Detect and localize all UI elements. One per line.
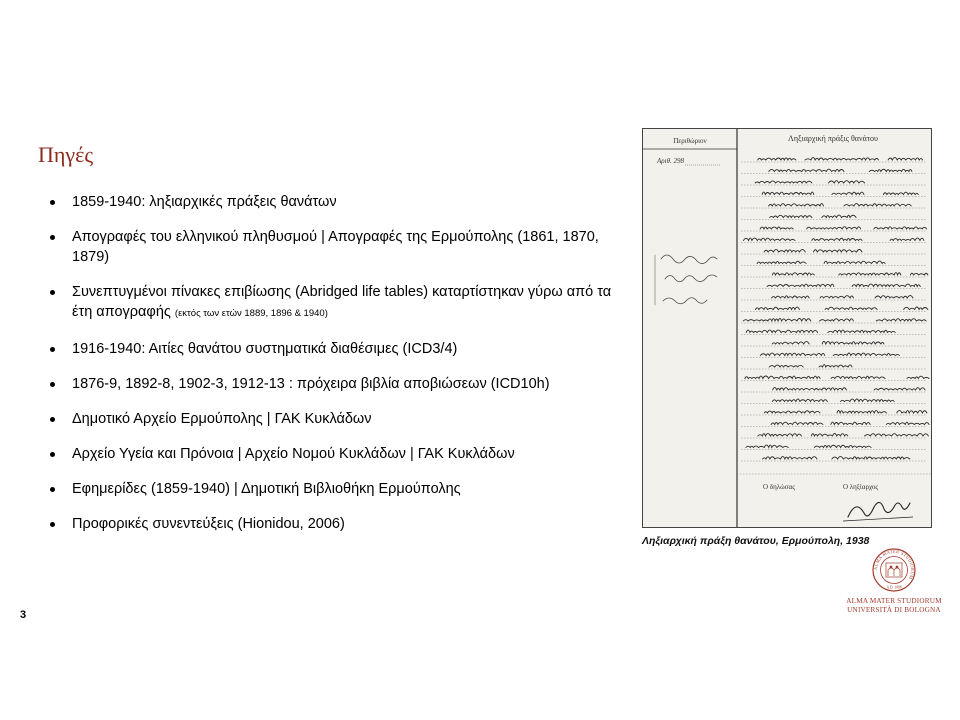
doc-footer-declarant: Ο δηλώσας <box>763 483 795 491</box>
list-item <box>48 479 618 499</box>
bullet-text: Δημοτικό Αρχείο Ερμούπολης | ΓΑΚ Κυκλάδων <box>72 411 372 427</box>
doc-header-title: Ληξιαρχική πράξις θανάτου <box>788 134 878 143</box>
bullet-text: Προφορικές συνεντεύξεις (Hionidou, 2006) <box>72 516 345 532</box>
list-item <box>48 227 618 267</box>
bullet-text: 1876-9, 1892-8, 1902-3, 1912-13 : πρόχειρα βιβλία αποβιώσεων (ICD10h) <box>72 376 550 392</box>
list-item <box>48 409 618 429</box>
slide-title: Πηγές <box>38 142 94 167</box>
university-logo <box>846 548 942 615</box>
doc-record-number: Αριθ. 298 <box>657 157 685 165</box>
seal-year-text: A.D. 1088 <box>886 585 902 590</box>
sources-list <box>48 192 618 549</box>
university-seal-icon <box>872 548 916 592</box>
bullet-text: Εφημερίδες (1859-1940) | Δημοτική Βιβλιοθήκη Ερμούπολης <box>72 481 461 497</box>
bullet-text: Απογραφές του ελληνικού πληθυσμού | Απογραφές της Ερμούπολης (1861, 1870, 1879) <box>72 229 599 265</box>
death-certificate-image <box>642 128 932 528</box>
bullet-text: 1916-1940: Αιτίες θανάτου συστηματικά διαθέσιμες (ICD3/4) <box>72 341 458 357</box>
logo-line-2: UNIVERSITÀ DI BOLOGNA <box>847 606 941 614</box>
list-item <box>48 339 618 359</box>
page-number: 3 <box>20 609 27 621</box>
list-item <box>48 282 618 324</box>
list-item <box>48 514 618 534</box>
seal-ring-text: ALMA MATER STUDIORUM <box>872 548 916 581</box>
doc-header-margin: Περιθώριον <box>673 137 707 145</box>
bullet-note: (εκτός των ετών 1889, 1896 & 1940) <box>174 308 328 319</box>
list-item <box>48 192 618 212</box>
bullet-text: Συνεπτυγμένοι πίνακες επιβίωσης (Abridged life tables) καταρτίστηκαν γύρω από τα έτη απογραφής <box>72 284 612 320</box>
bullet-text: Αρχείο Υγεία και Πρόνοια | Αρχείο Νομού Κυκλάδων | ΓΑΚ Κυκλάδων <box>72 446 515 462</box>
image-caption: Ληξιαρχική πράξη θανάτου, Ερμούπολη, 1938 <box>642 535 870 547</box>
list-item <box>48 444 618 464</box>
list-item <box>48 374 618 394</box>
logo-line-1: ALMA MATER STUDIORUM <box>846 597 942 605</box>
bullet-text: 1859-1940: ληξιαρχικές πράξεις θανάτων <box>72 194 337 210</box>
doc-footer-registrar: Ο ληξίαρχος <box>843 483 879 491</box>
scanned-document <box>643 129 931 527</box>
